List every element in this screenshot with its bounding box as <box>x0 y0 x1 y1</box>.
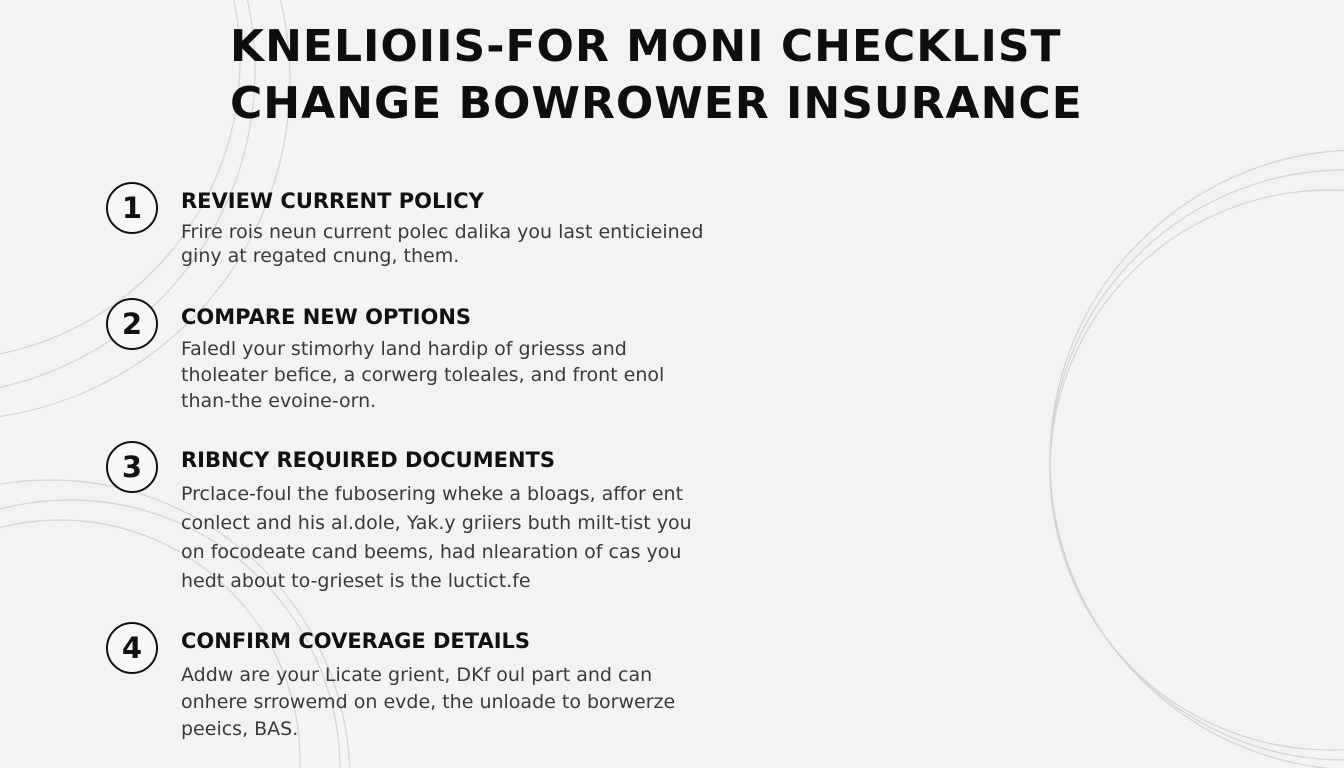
step-description <box>181 662 675 743</box>
step-description-line: Frire rois neun current polec dalika you last enticieined <box>181 221 704 243</box>
step-heading: COMPARE NEW OPTIONS <box>181 305 472 329</box>
step-description <box>181 336 664 414</box>
page-title-line-2: CHANGE BOWROWER INSURANCE <box>230 78 1083 129</box>
step-description <box>181 220 703 268</box>
step-description-line: conlect and his al.dole, Yak.y griiers buth milt-tist you <box>181 512 692 534</box>
step-description-line: peeics, BAS. <box>181 718 299 740</box>
step-number-badge: 4 <box>106 622 158 674</box>
step-heading: REVIEW CURRENT POLICY <box>181 189 484 213</box>
step-description <box>181 480 692 596</box>
step-number-badge: 2 <box>106 298 158 350</box>
step-heading: CONFIRM COVERAGE DETAILS <box>181 629 531 653</box>
step-description-line: on focodeate cand beems, had nlearation of cas you <box>181 541 682 563</box>
step-description-line: tholeater befice, a corwerg toleales, and front enol <box>181 364 665 386</box>
step-heading: RIBNCY REQUIRED DOCUMENTS <box>181 448 556 472</box>
step-number-badge: 1 <box>106 182 158 234</box>
step-description-line: Prclace-foul the fubosering wheke a bloags, affor ent <box>181 483 684 505</box>
page-title-line-1: ΚΝELIOIIS-FOR MONI CHECKLIST <box>230 21 1062 72</box>
step-description-line: Addw are your Licate grient, DKf oul part and can <box>181 664 653 686</box>
step-description-line: hedt about to-grieset is the luctict.fe <box>181 570 531 592</box>
step-description-line: than-the evoine-orn. <box>181 390 377 412</box>
step-number-badge: 3 <box>106 441 158 493</box>
page-title <box>230 18 1230 132</box>
step-description-line: onhere srrowemd on evde, the unloade to borwerze <box>181 691 676 713</box>
step-description-line: Faledl your stimorhy land hardip of griesss and <box>181 338 627 360</box>
step-description-line: giny at regated cnung, them. <box>181 245 460 267</box>
